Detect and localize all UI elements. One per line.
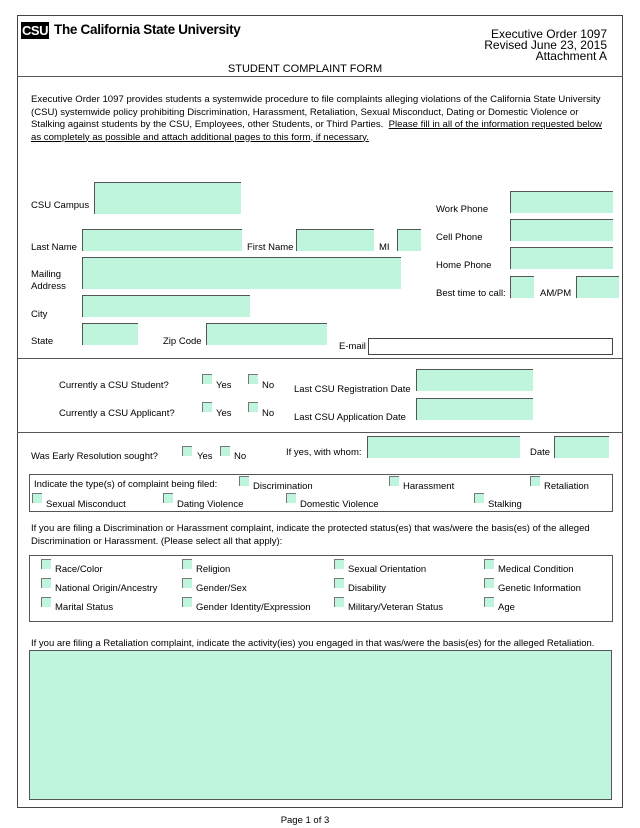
national-origin-checkbox[interactable]: [41, 578, 51, 588]
ampm-field[interactable]: [576, 276, 619, 298]
discrimination-label: Discrimination: [253, 481, 313, 492]
cell-phone-label: Cell Phone: [436, 232, 483, 243]
disability-checkbox[interactable]: [334, 578, 344, 588]
university-name: The California State University: [54, 22, 241, 37]
current-applicant-label: Currently a CSU Applicant?: [59, 408, 175, 419]
national-origin-label: National Origin/Ancestry: [55, 583, 158, 594]
zip-label: Zip Code: [163, 336, 202, 347]
resolution-yes-label: Yes: [197, 451, 213, 462]
email-label: E-mail: [339, 341, 366, 352]
stalking-checkbox[interactable]: [474, 493, 484, 503]
last-name-label: Last Name: [31, 242, 77, 253]
student-yes-checkbox[interactable]: [202, 374, 212, 384]
medical-condition-checkbox[interactable]: [484, 559, 494, 569]
intro-instruction: Please fill in all of the information requested below as completely as possible and attach additional pages to this form, if necessary.: [31, 119, 602, 143]
last-app-label: Last CSU Application Date: [294, 412, 406, 423]
complaint-type-prompt: Indicate the type(s) of complaint being filed:: [34, 479, 218, 490]
work-phone-field[interactable]: [510, 191, 613, 213]
csu-logo-mark: CSU: [22, 23, 48, 38]
harassment-label: Harassment: [403, 481, 455, 492]
city-field[interactable]: [82, 295, 250, 317]
applicant-yes-label: Yes: [216, 408, 232, 419]
age-checkbox[interactable]: [484, 597, 494, 607]
ampm-label: AM/PM: [540, 288, 572, 299]
with-whom-label: If yes, with whom:: [286, 447, 362, 458]
student-no-checkbox[interactable]: [248, 374, 258, 384]
religion-label: Religion: [196, 564, 231, 575]
home-phone-field[interactable]: [510, 247, 613, 269]
stalking-label: Stalking: [488, 499, 522, 510]
sexual-misconduct-label: Sexual Misconduct: [46, 499, 126, 510]
resolution-date-field[interactable]: [554, 436, 609, 458]
best-time-label: Best time to call:: [436, 288, 506, 299]
gender-sex-checkbox[interactable]: [182, 578, 192, 588]
military-veteran-label: Military/Veteran Status: [348, 602, 444, 613]
early-resolution-label: Was Early Resolution sought?: [31, 451, 158, 462]
resolution-date-label: Date: [530, 447, 551, 458]
disability-label: Disability: [348, 583, 387, 594]
marital-status-checkbox[interactable]: [41, 597, 51, 607]
last-name-field[interactable]: [82, 229, 242, 251]
page-number: Page 1 of 3: [280, 815, 330, 826]
domestic-violence-label: Domestic Violence: [300, 499, 379, 510]
state-label: State: [31, 336, 54, 347]
cell-phone-field[interactable]: [510, 219, 613, 241]
intro-paragraph: [31, 94, 611, 144]
protected-status-prompt: If you are filing a Discrimination or Harassment complaint, indicate the protected status(es) that was/were the basis(es) of the alleged Discrimination or Harassment. (Please select all that apply):: [31, 523, 590, 547]
current-student-label: Currently a CSU Student?: [59, 380, 169, 391]
last-app-field[interactable]: [416, 398, 533, 420]
applicant-no-label: No: [262, 408, 275, 419]
executive-order: Executive Order 1097: [490, 27, 607, 41]
race-label: Race/Color: [55, 564, 103, 575]
divider: [17, 432, 623, 433]
mi-field[interactable]: [397, 229, 421, 251]
intro-text: Executive Order 1097 provides students a systemwide procedure to file complaints alleging violations of the California State University (CSU) systemwide policy prohibiting Discrimination, Harassment, Retaliation, Sexual Misconduct, Dating or Domestic Violence or Stalking against students by the CSU, Employees, other Students, or Third Parties.: [31, 94, 601, 130]
resolution-no-checkbox[interactable]: [220, 446, 230, 456]
state-field[interactable]: [82, 323, 138, 345]
address-label: Address: [31, 281, 66, 292]
divider: [17, 76, 623, 77]
zip-field[interactable]: [206, 323, 327, 345]
address-field[interactable]: [82, 257, 401, 289]
gender-sex-label: Gender/Sex: [196, 583, 247, 594]
genetic-information-label: Genetic Information: [498, 583, 581, 594]
revised-date: Revised June 23, 2015: [484, 38, 607, 52]
sexual-orientation-checkbox[interactable]: [334, 559, 344, 569]
retaliation-prompt: If you are filing a Retaliation complaint, indicate the activity(ies) you engaged in that was/were the basis(es) for the alleged Retaliation.: [31, 638, 595, 649]
best-time-field[interactable]: [510, 276, 534, 298]
with-whom-field[interactable]: [367, 436, 520, 458]
sexual-orientation-label: Sexual Orientation: [348, 564, 427, 575]
marital-status-label: Marital Status: [55, 602, 114, 613]
gender-identity-label: Gender Identity/Expression: [196, 602, 311, 613]
retaliation-activity-field[interactable]: [29, 650, 612, 800]
email-field[interactable]: [368, 338, 613, 355]
gender-identity-checkbox[interactable]: [182, 597, 192, 607]
military-veteran-checkbox[interactable]: [334, 597, 344, 607]
divider: [17, 358, 623, 359]
last-reg-field[interactable]: [416, 369, 533, 391]
campus-field[interactable]: [94, 182, 241, 214]
domestic-violence-checkbox[interactable]: [286, 493, 296, 503]
home-phone-label: Home Phone: [436, 260, 492, 271]
discrimination-checkbox[interactable]: [239, 476, 249, 486]
harassment-checkbox[interactable]: [389, 476, 399, 486]
first-name-label: First Name: [247, 242, 294, 253]
form-title: STUDENT COMPLAINT FORM: [227, 63, 383, 75]
genetic-information-checkbox[interactable]: [484, 578, 494, 588]
work-phone-label: Work Phone: [436, 204, 489, 215]
age-label: Age: [498, 602, 515, 613]
religion-checkbox[interactable]: [182, 559, 192, 569]
student-no-label: No: [262, 380, 275, 391]
mailing-label: Mailing: [31, 269, 62, 280]
applicant-yes-checkbox[interactable]: [202, 402, 212, 412]
city-label: City: [31, 309, 48, 320]
retaliation-label: Retaliation: [544, 481, 589, 492]
resolution-yes-checkbox[interactable]: [182, 446, 192, 456]
first-name-field[interactable]: [296, 229, 374, 251]
sexual-misconduct-checkbox[interactable]: [32, 493, 42, 503]
resolution-no-label: No: [234, 451, 247, 462]
dating-violence-label: Dating Violence: [177, 499, 244, 510]
last-reg-label: Last CSU Registration Date: [294, 384, 411, 395]
race-checkbox[interactable]: [41, 559, 51, 569]
applicant-no-checkbox[interactable]: [248, 402, 258, 412]
retaliation-checkbox[interactable]: [530, 476, 540, 486]
medical-condition-label: Medical Condition: [498, 564, 574, 575]
student-yes-label: Yes: [216, 380, 232, 391]
attachment-label: Attachment A: [535, 49, 607, 63]
dating-violence-checkbox[interactable]: [163, 493, 173, 503]
mi-label: MI: [379, 242, 390, 253]
campus-label: CSU Campus: [31, 200, 90, 211]
